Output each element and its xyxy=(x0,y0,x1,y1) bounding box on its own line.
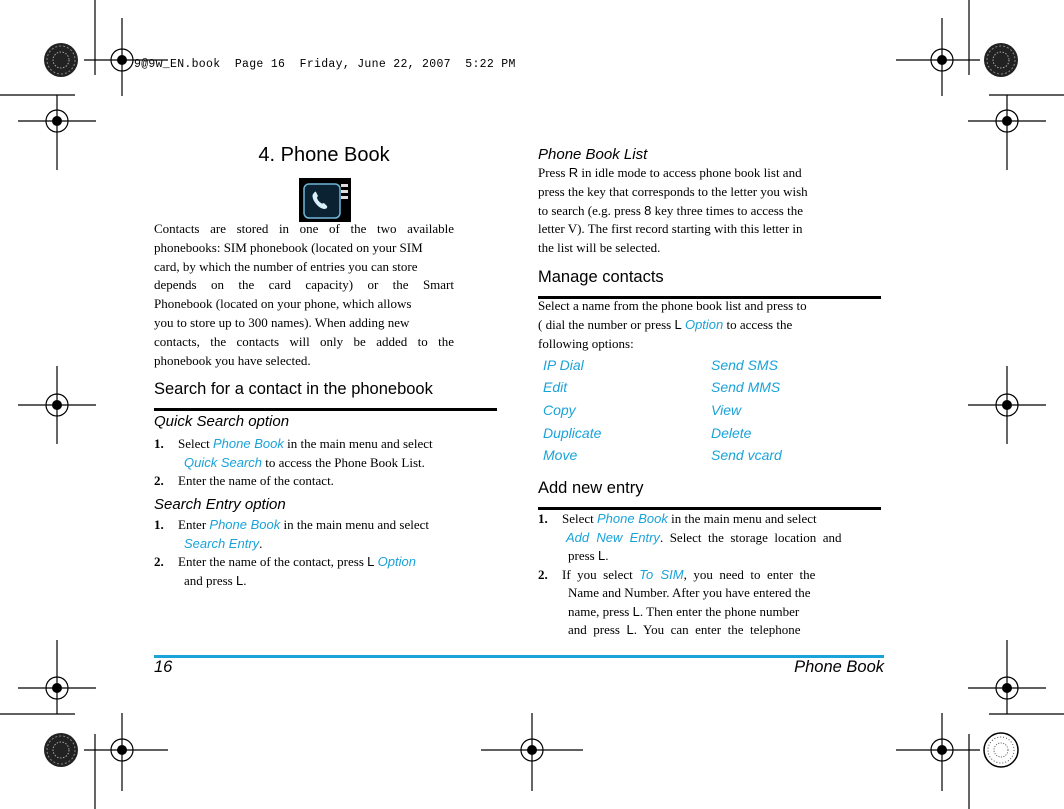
step-text: in the main menu and select xyxy=(280,517,429,532)
phone-book-icon xyxy=(299,178,351,222)
step-text: in the main menu and select xyxy=(667,511,817,526)
para-text: ( dial the number or press xyxy=(538,316,675,332)
step-text: Select xyxy=(178,436,214,451)
option-send-sms[interactable]: Send SMS xyxy=(711,357,778,373)
para-text: letter V). The first record starting with this letter in xyxy=(538,221,803,237)
menu-link-option[interactable]: Option xyxy=(684,316,724,332)
option-copy[interactable]: Copy xyxy=(543,402,576,418)
menu-link-phone-book[interactable]: Phone Book xyxy=(213,436,284,451)
para-text: to search (e.g. press xyxy=(538,202,645,218)
step-text: . xyxy=(243,572,247,588)
subheading-phone-book-list: Phone Book List xyxy=(538,146,648,163)
option-duplicate[interactable]: Duplicate xyxy=(543,425,602,441)
step-text: . xyxy=(259,535,263,551)
option-delete[interactable]: Delete xyxy=(711,425,752,441)
quick-search-steps xyxy=(154,435,433,491)
manage-paragraph xyxy=(538,297,868,353)
section-heading-manage: Manage contacts xyxy=(538,268,664,286)
menu-link-option[interactable]: Option xyxy=(377,554,416,569)
key-l-icon: L xyxy=(674,316,682,332)
step-text: and press xyxy=(184,572,236,588)
intro-line: card, by which the number of entries you can store xyxy=(154,258,418,274)
step-text: If you select xyxy=(562,566,640,582)
intro-line: depends on the card capacity) or the Smart xyxy=(154,277,454,293)
page-number: 16 xyxy=(154,658,173,676)
chapter-title: 4. Phone Book xyxy=(258,144,390,166)
add-entry-steps xyxy=(538,510,878,640)
para-text: to access the xyxy=(723,316,793,332)
key-l-icon: L xyxy=(632,603,640,619)
option-send-mms[interactable]: Send MMS xyxy=(711,379,781,395)
book-header: 9@9w_EN.book Page 16 Friday, June 22, 2007 5:22 PM xyxy=(134,58,516,71)
key-l-icon: L xyxy=(236,572,244,588)
para-text: in idle mode to access phone book list and xyxy=(578,165,802,180)
step-text: . xyxy=(605,548,609,563)
phone-book-list-paragraph xyxy=(538,164,848,258)
menu-link-search-entry[interactable]: Search Entry xyxy=(184,535,260,551)
option-edit[interactable]: Edit xyxy=(543,379,568,395)
intro-line: phonebooks: SIM phonebook (located on your SIM xyxy=(154,239,423,255)
intro-line: you to store up to 300 names). When adding new xyxy=(154,314,410,330)
step-text: name, press xyxy=(568,603,633,619)
step-number: 2. xyxy=(154,554,164,569)
step-text: Enter the name of the contact, press xyxy=(178,554,368,569)
step-number: 2. xyxy=(538,566,548,582)
step-text: . You can enter the telephone xyxy=(633,622,801,637)
menu-link-to-sim[interactable]: To SIM xyxy=(639,566,684,582)
para-text: key three times to access the xyxy=(651,202,803,218)
step-text: . Select the storage location and xyxy=(659,529,842,545)
option-send-vcard[interactable]: Send vcard xyxy=(711,447,782,463)
step-text: Name and Number. After you have entered the xyxy=(568,585,811,600)
step-text: in the main menu and select xyxy=(283,436,433,451)
section-rule xyxy=(154,408,497,411)
menu-link-phone-book[interactable]: Phone Book xyxy=(209,517,281,532)
key-l-icon: L xyxy=(367,554,375,569)
step-number: 1. xyxy=(154,436,164,451)
option-ip-dial[interactable]: IP Dial xyxy=(543,357,584,373)
subheading-search-entry: Search Entry option xyxy=(154,496,286,513)
option-move[interactable]: Move xyxy=(543,447,578,463)
intro-line: contacts, the contacts will only be added to the xyxy=(154,333,454,349)
intro-line: Phonebook (located on your phone, which allows xyxy=(154,296,412,312)
intro-line: Contacts are stored in one of the two available xyxy=(154,221,454,236)
para-text: the list will be selected. xyxy=(538,240,661,256)
subheading-quick-search: Quick Search option xyxy=(154,413,290,430)
step-text: Enter the name of the contact. xyxy=(178,473,334,488)
key-r-icon: R xyxy=(568,165,579,180)
para-text: press the key that corresponds to the letter you wish xyxy=(538,183,808,199)
section-heading-search: Search for a contact in the phonebook xyxy=(154,380,433,398)
option-view[interactable]: View xyxy=(711,402,742,418)
step-text: , you need to enter the xyxy=(683,566,816,582)
step-text: Select xyxy=(562,511,598,526)
para-text: following options: xyxy=(538,335,634,351)
menu-link-quick-search[interactable]: Quick Search xyxy=(184,454,263,470)
intro-line: phonebook you have selected. xyxy=(154,352,311,368)
menu-link-add-new-entry[interactable]: Add New Entry xyxy=(566,529,660,545)
step-number: 1. xyxy=(154,517,164,532)
step-number: 1. xyxy=(538,511,548,526)
key-l-icon: L xyxy=(597,548,606,563)
footer-rule xyxy=(154,655,884,658)
intro-paragraph xyxy=(154,220,454,370)
para-text: Select a name from the phone book list and press to xyxy=(538,298,807,313)
menu-link-phone-book[interactable]: Phone Book xyxy=(597,511,668,526)
key-8-icon: 8 xyxy=(644,202,652,218)
search-entry-steps xyxy=(154,516,429,590)
key-l-icon: L xyxy=(626,622,634,637)
step-number: 2. xyxy=(154,473,164,488)
step-text: to access the Phone Book List. xyxy=(262,454,425,470)
para-text: Press xyxy=(538,165,569,180)
step-text: Enter xyxy=(178,517,210,532)
footer-chapter-title: Phone Book xyxy=(794,658,884,676)
step-text: press xyxy=(568,548,598,563)
step-text: . Then enter the phone number xyxy=(639,603,800,619)
step-text: and press xyxy=(568,622,627,637)
section-heading-add: Add new entry xyxy=(538,479,644,497)
